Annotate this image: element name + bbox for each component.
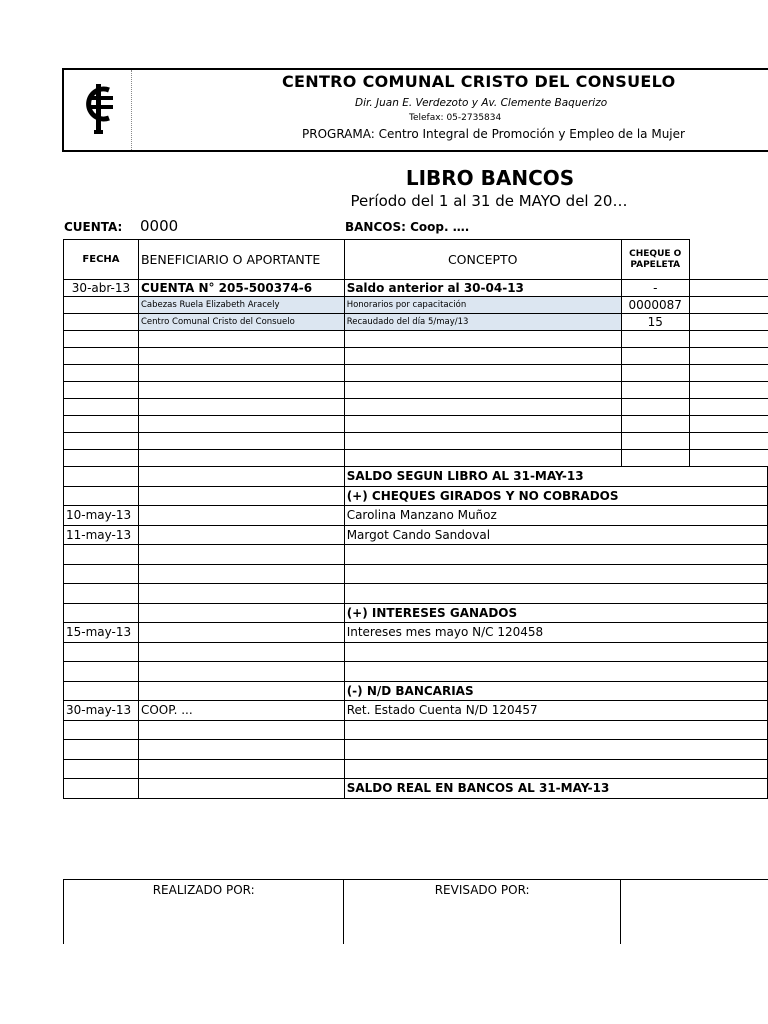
signature-blank (620, 880, 768, 945)
org-phone: Telefax: 05-2735834 (409, 113, 502, 123)
cell-beneficiario: Cabezas Ruela Elizabeth Aracely (138, 297, 344, 314)
cell-beneficiario: COOP. ... (138, 701, 344, 721)
cell-concepto: Recaudado del día 5/may/13 (344, 314, 621, 331)
table-row (64, 779, 768, 799)
cell-detalle: Intereses mes mayo N/C 120458 (344, 623, 767, 643)
realizado-por-label: REALIZADO POR: (64, 880, 344, 945)
table-row (64, 348, 768, 365)
table-row (64, 681, 768, 701)
cell-detalle: Carolina Manzano Muñoz (344, 506, 767, 526)
table-row (64, 280, 768, 297)
cell-cheque: 0000087 (621, 297, 689, 314)
table-row (64, 467, 768, 487)
table-row (64, 365, 768, 382)
col-extra (689, 240, 767, 280)
cell-concepto: Honorarios por capacitación (344, 297, 621, 314)
table-row (64, 486, 768, 506)
cell-fecha: 15-may-13 (64, 623, 139, 643)
ledger-table (63, 239, 768, 799)
table-row (64, 297, 768, 314)
cristo-consuelo-seal-icon (78, 78, 118, 138)
table-row (64, 603, 768, 623)
cell-fecha: 30-may-13 (64, 701, 139, 721)
cell-extra (689, 297, 767, 314)
cell-cheque: - (621, 280, 689, 297)
col-fecha: FECHA (64, 240, 139, 280)
table-row (64, 740, 768, 760)
cell-concepto: Saldo anterior al 30-04-13 (344, 280, 621, 297)
cell-extra (689, 314, 767, 331)
bank-label: BANCOS: Coop. …. (345, 220, 470, 234)
intereses-header: (+) INTERESES GANADOS (344, 603, 767, 623)
logo-cell (64, 70, 132, 150)
cell-detalle: Margot Cando Sandoval (344, 525, 767, 545)
cell-fecha: 11-may-13 (64, 525, 139, 545)
org-name: CENTRO COMUNAL CRISTO DEL CONSUELO (282, 72, 676, 91)
account-value: 0000 (140, 217, 179, 235)
document-title: LIBRO BANCOS (405, 166, 575, 190)
revisado-por-label: REVISADO POR: (344, 880, 620, 945)
cell-fecha: 30-abr-13 (64, 280, 139, 297)
table-row (64, 416, 768, 433)
account-label: CUENTA: (64, 220, 123, 234)
document-period: Período del 1 al 31 de MAYO del 20… (350, 192, 628, 210)
table-row (64, 642, 768, 662)
cell-extra (689, 280, 767, 297)
col-concepto: CONCEPTO (344, 240, 621, 280)
table-row (64, 759, 768, 779)
col-cheque: CHEQUE O PAPELETA (621, 240, 689, 280)
col-beneficiario: BENEFICIARIO O APORTANTE (138, 240, 344, 280)
ledger-header-row (64, 240, 768, 280)
cheques-header: (+) CHEQUES GIRADOS Y NO COBRADOS (344, 486, 767, 506)
cell-fecha (64, 297, 139, 314)
org-program: PROGRAMA: Centro Integral de Promoción y Empleo de la Mujer (302, 127, 685, 141)
table-row (64, 623, 768, 643)
cell-detalle: Ret. Estado Cuenta N/D 120457 (344, 701, 767, 721)
org-address: Dir. Juan E. Verdezoto y Av. Clemente Baquerizo (355, 97, 608, 109)
cell-cheque: 15 (621, 314, 689, 331)
table-row (64, 525, 768, 545)
saldo-libro-label: SALDO SEGUN LIBRO AL 31-MAY-13 (344, 467, 767, 487)
table-row (64, 564, 768, 584)
cell-beneficiario: CUENTA N° 205-500374-6 (138, 280, 344, 297)
table-row (64, 450, 768, 467)
table-row (64, 720, 768, 740)
nd-header: (-) N/D BANCARIAS (344, 681, 767, 701)
saldo-real-label: SALDO REAL EN BANCOS AL 31-MAY-13 (344, 779, 767, 799)
letterhead (62, 68, 768, 152)
table-row (64, 584, 768, 604)
table-row (64, 314, 768, 331)
cell-fecha (64, 314, 139, 331)
table-row (64, 399, 768, 416)
table-row (64, 382, 768, 399)
cell-beneficiario: Centro Comunal Cristo del Consuelo (138, 314, 344, 331)
table-row (64, 662, 768, 682)
table-row (64, 701, 768, 721)
table-row (64, 331, 768, 348)
table-row (64, 506, 768, 526)
signature-table (63, 879, 768, 944)
table-row (64, 545, 768, 565)
table-row (64, 433, 768, 450)
cell-fecha: 10-may-13 (64, 506, 139, 526)
